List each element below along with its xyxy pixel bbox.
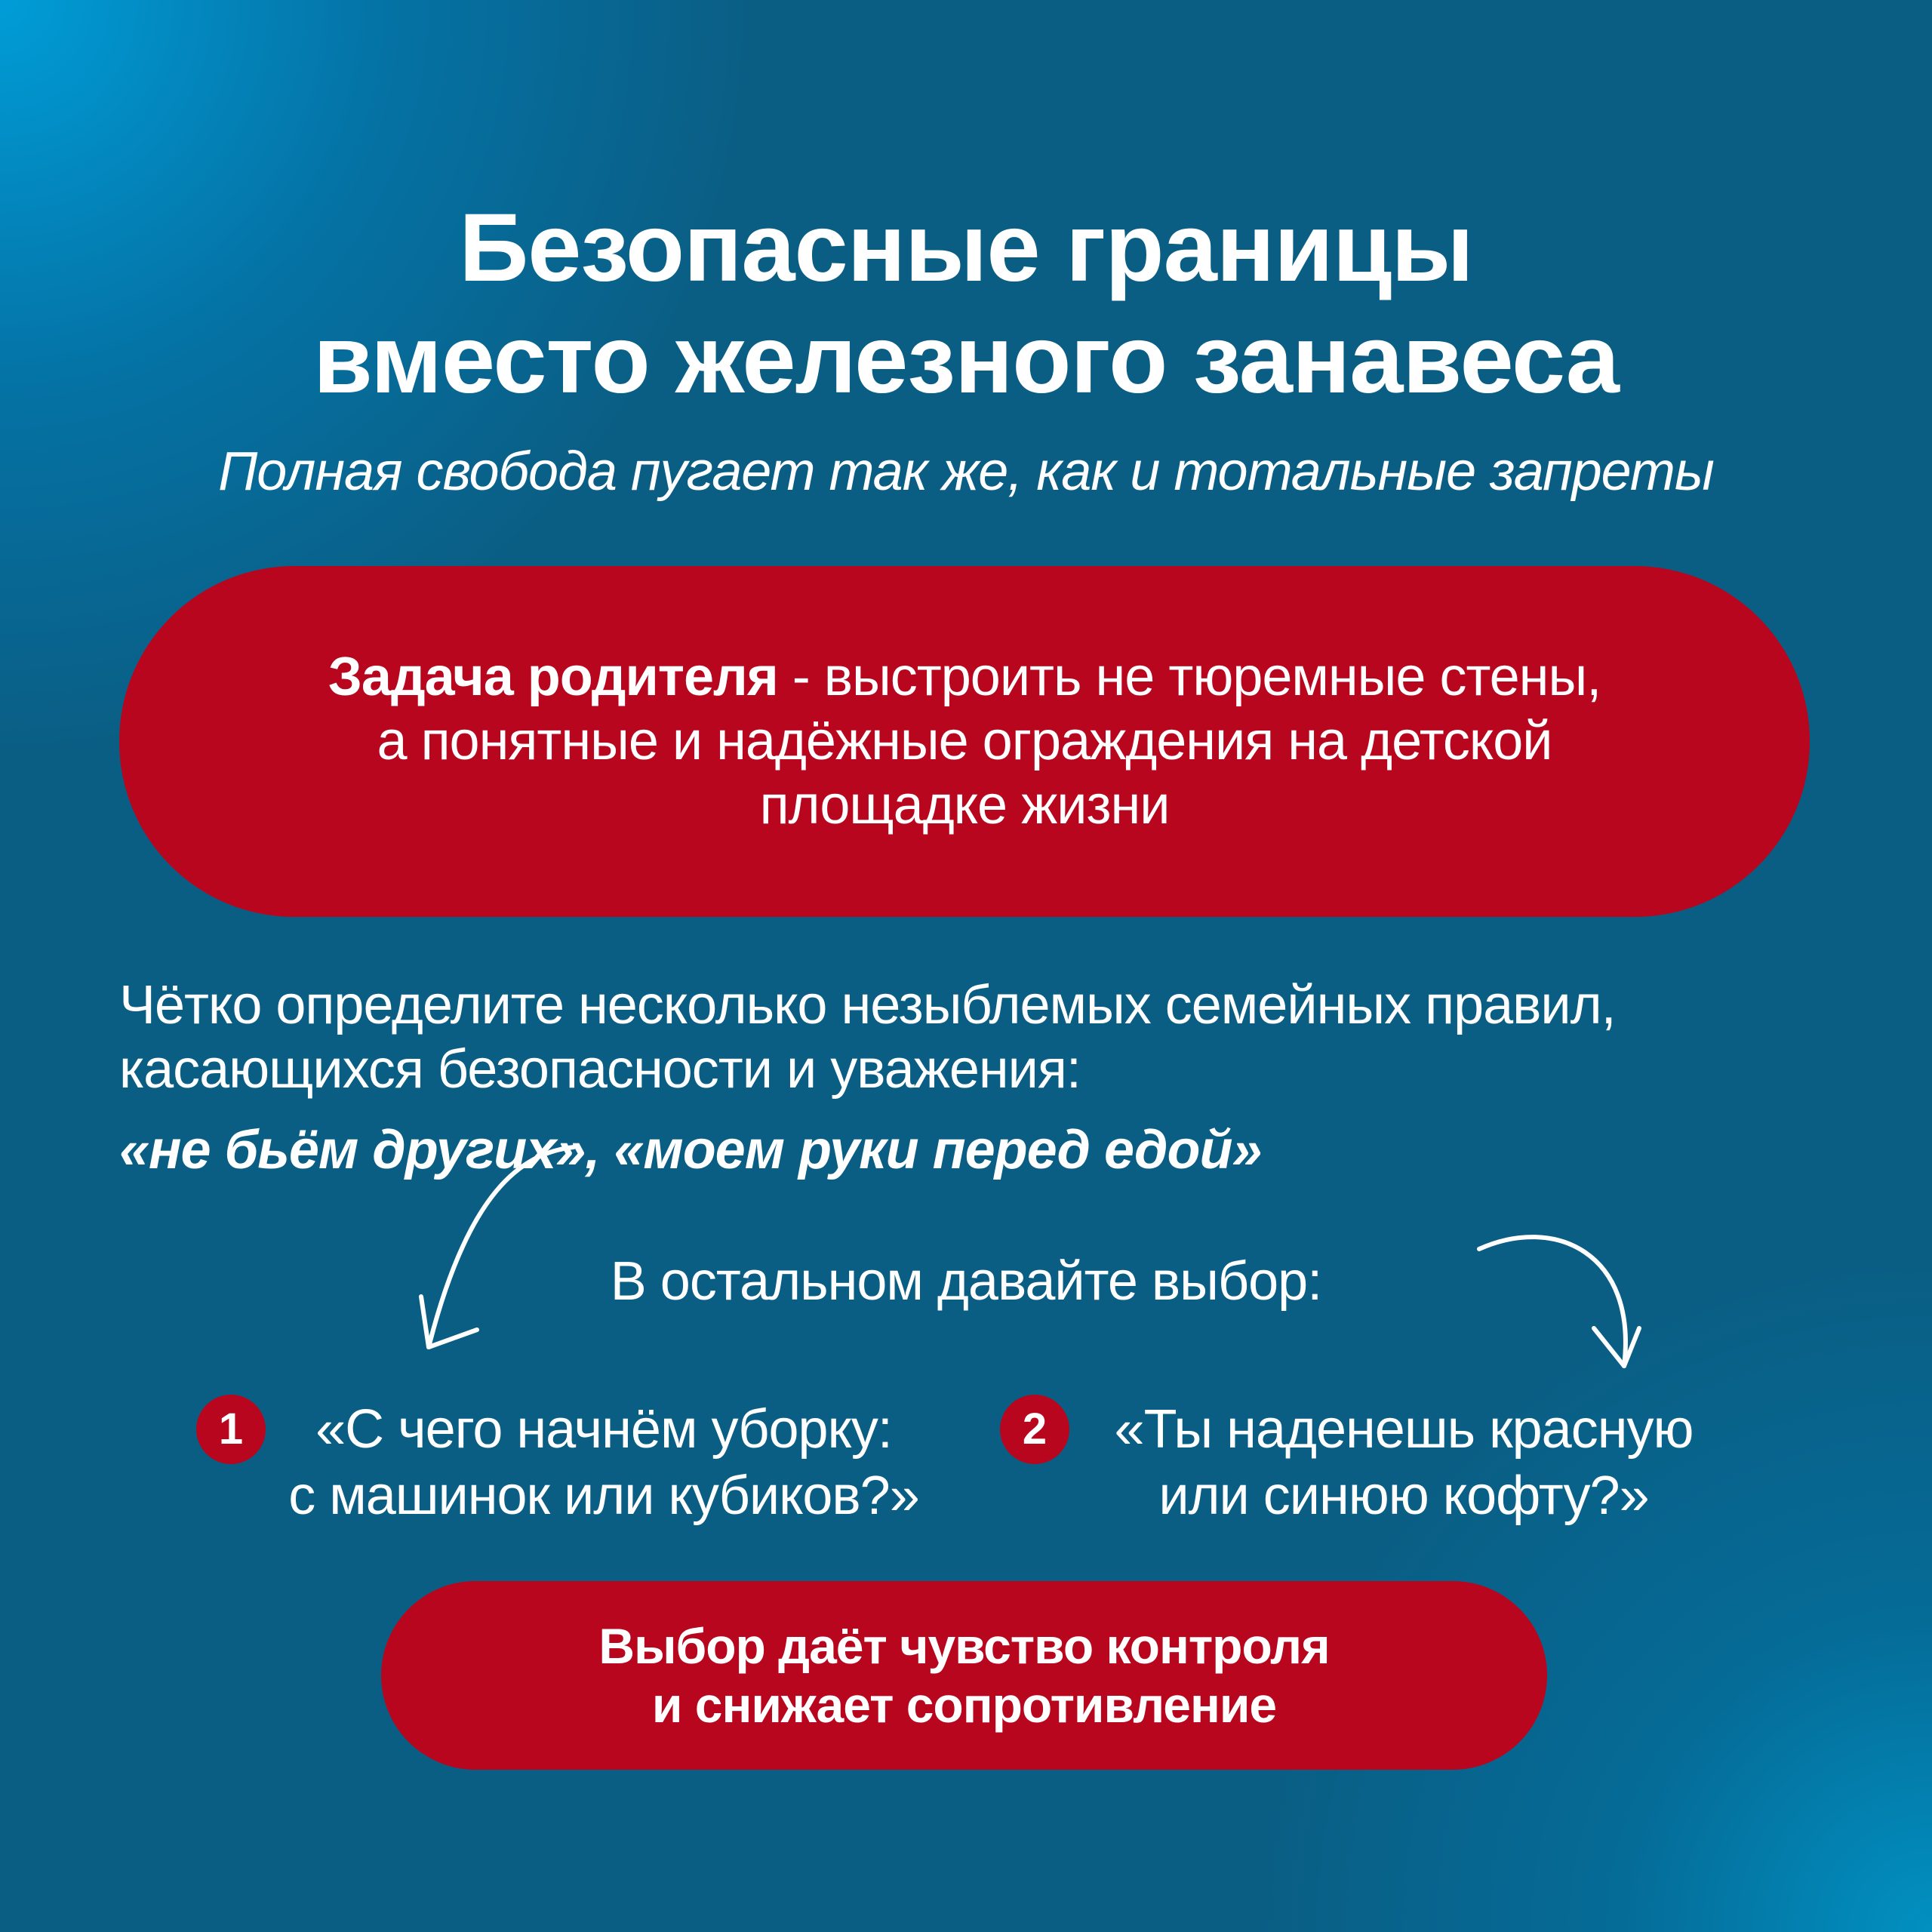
option-2-number-badge: 2	[1000, 1395, 1069, 1464]
parent-task-line-3: площадке жизни	[759, 775, 1170, 835]
parent-task-line-2: а понятные и надёжные ограждения на детской	[377, 711, 1552, 771]
family-rules-text	[119, 974, 1855, 1183]
parent-task-text	[328, 645, 1601, 838]
conclusion-text	[598, 1617, 1329, 1734]
option-2-line-1: «Ты наденешь красную	[1114, 1399, 1694, 1460]
parent-task-pill	[119, 566, 1810, 917]
option-1-line-2: с машинок или кубиков?»	[288, 1466, 919, 1526]
conclusion-line-1: Выбор даёт чувство контроля	[598, 1618, 1330, 1674]
option-2-line-2: или синюю кофту?»	[1158, 1466, 1649, 1526]
title-line-2: вместо железного занавеса	[313, 306, 1619, 414]
arrow-right-icon	[1464, 1223, 1660, 1374]
subtitle: Полная свобода пугает так же, как и тотальные запреты	[218, 441, 1714, 502]
rules-line-2: касающихся безопасности и уважения:	[119, 1039, 1081, 1100]
page-title	[0, 192, 1932, 416]
option-1-line-1: «С чего начнём уборку:	[315, 1399, 892, 1460]
parent-task-line-1	[328, 645, 1601, 709]
rules-line-1: Чётко определите несколько незыблемых семейных правил,	[119, 975, 1616, 1035]
parent-task-line-1-rest: - выстроить не тюремные стены,	[777, 647, 1601, 707]
conclusion-line-2: и снижает сопротивление	[651, 1677, 1277, 1733]
option-1-number-badge: 1	[196, 1395, 266, 1464]
option-2-text	[1068, 1396, 1740, 1529]
rules-examples: «не бьём других», «моем руки перед едой»	[119, 1120, 1262, 1180]
title-line-1: Безопасные границы	[459, 194, 1473, 302]
parent-task-heading: Задача родителя	[328, 647, 778, 707]
option-1-text	[242, 1396, 966, 1529]
conclusion-pill	[381, 1581, 1547, 1770]
choice-label: В остальном давайте выбор:	[610, 1251, 1322, 1312]
